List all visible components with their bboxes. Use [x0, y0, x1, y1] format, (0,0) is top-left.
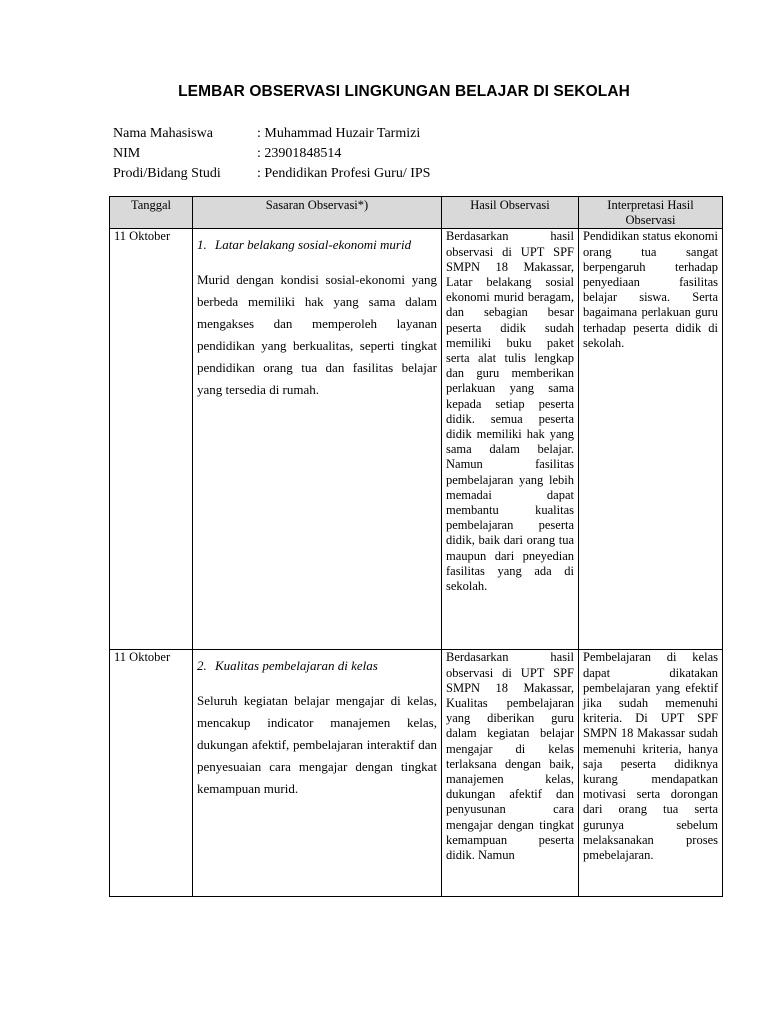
- sasaran-description: Seluruh kegiatan belajar mengajar di kelas, mencakup indicator manajemen kelas, dukungan afektif, pembelajaran interaktif dan penyesuaian cara mengajar dengan tingkat kemampuan murid.: [197, 693, 437, 797]
- cell-tanggal: 11 Oktober: [110, 229, 193, 650]
- info-row-nama: [113, 124, 430, 144]
- header-hasil: Hasil Observasi: [442, 197, 579, 229]
- observation-table: [109, 196, 723, 897]
- cell-hasil: Berdasarkan hasil observasi di UPT SPF SMPN 18 Makassar, Latar belakang sosial ekonomi murid beragam, dan sebagian besar peserta didik sudah memiliki buku paket serta alat tulis lengkap dan guru memberikan perlakuan yang sama kepada setiap peserta didik. semua peserta didik memiliki hak yang sama dalam belajar. Namun fasilitas pembelajaran yang lebih memadai dapat membantu kualitas pembelajaran peserta didik, baik dari orang tua maupun dari pneyedian fasilitas yang ada di sekolah.: [442, 229, 579, 650]
- sasaran-number: 2.: [197, 658, 207, 674]
- info-label-nim: NIM: [113, 146, 141, 161]
- cell-hasil: Berdasarkan hasil observasi di UPT SPF SMPN 18 Makassar, Kualitas pembelajaran yang diberikan guru dalam kegiatan belajar mengajar di kelas terlaksana dengan baik, manajemen kelas, dukungan afektif dan penyusunan cara mengajar dengan tingkat kemampuan peserta didik. Namun: [442, 650, 579, 897]
- sasaran-heading: [197, 657, 437, 674]
- table-header-row: [110, 197, 723, 229]
- student-info: [113, 124, 430, 184]
- table-row: [110, 650, 723, 897]
- sasaran-title: Latar belakang sosial-ekonomi murid: [215, 237, 412, 253]
- sasaran-title: Kualitas pembelajaran di kelas: [215, 658, 378, 674]
- page-title: LEMBAR OBSERVASI LINGKUNGAN BELAJAR DI SEKOLAH: [178, 83, 630, 100]
- cell-interpretasi: Pendidikan status ekonomi orang tua sangat berpengaruh terhadap penyediaan fasilitas belajar siswa. Serta bagaimana perlakuan guru terhadap peserta didik di sekolah.: [579, 229, 723, 650]
- info-label-nama: Nama Mahasiswa: [113, 126, 213, 141]
- sasaran-number: 1.: [197, 237, 207, 253]
- sasaran-description: Murid dengan kondisi sosial-ekonomi yang berbeda memiliki hak yang sama dalam mengakses dan memperoleh layanan pendidikan yang berkualitas, seperti tingkat pendidikan orang tua dan fasilitas belajar yang tersedia di rumah.: [197, 272, 437, 398]
- info-value-nama: : Muhammad Huzair Tarmizi: [257, 126, 421, 141]
- table-row: [110, 229, 723, 650]
- cell-tanggal: 11 Oktober: [110, 650, 193, 897]
- info-row-prodi: [113, 164, 430, 184]
- info-value-prodi: : Pendidikan Profesi Guru/ IPS: [257, 166, 431, 181]
- cell-interpretasi: Pembelajaran di kelas dapat dikatakan pembelajaran yang efektif jika sudah memenuhi kriteria. Di UPT SPF SMPN 18 Makassar sudah memenuhi kriteria, hanya saja peserta didiknya kurang mendapatkan motivasi serta dorongan dari orang tua serta gurunya sebelum melaksanakan proses pmebelajaran.: [579, 650, 723, 897]
- sasaran-heading: [197, 236, 437, 253]
- header-sasaran: Sasaran Observasi*): [193, 197, 442, 229]
- info-label-prodi: Prodi/Bidang Studi: [113, 166, 221, 181]
- info-row-nim: [113, 144, 430, 164]
- info-value-nim: : 23901848514: [257, 146, 342, 161]
- header-tanggal: Tanggal: [110, 197, 193, 229]
- cell-sasaran: [193, 229, 442, 650]
- cell-sasaran: [193, 650, 442, 897]
- header-interpretasi: Interpretasi Hasil Observasi: [579, 197, 723, 229]
